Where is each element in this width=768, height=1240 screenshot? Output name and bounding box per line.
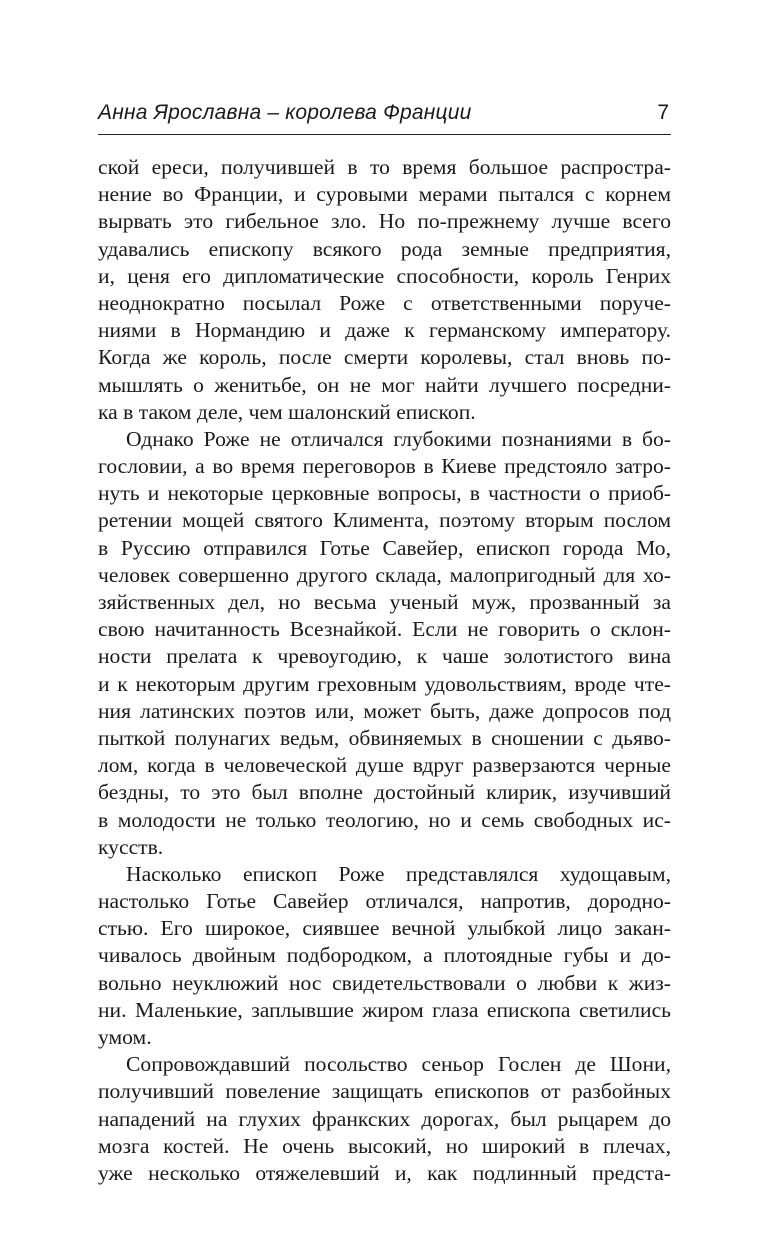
text-line: в Руссию отправился Готье Савейер, епископ города Мо, bbox=[98, 535, 671, 560]
text-line: уже несколько отяжелевший и, как подлинный предста- bbox=[98, 1160, 671, 1185]
text-line: ности прелата к чревоугодию, к чаше золотистого вина bbox=[98, 644, 671, 669]
text-line: умом. bbox=[98, 1025, 152, 1049]
paragraph bbox=[98, 1051, 671, 1187]
text-line: ни. Маленькие, заплывшие жиром глаза епископа светились bbox=[98, 997, 671, 1022]
text-line: ской ереси, получившей в то время большое распростра- bbox=[98, 155, 671, 179]
text-line: нуть и некоторые церковные вопросы, в частности о приоб- bbox=[98, 481, 671, 506]
book-page bbox=[98, 96, 671, 1187]
text-line: гословии, а во время переговоров в Киеве предстояло затро- bbox=[98, 454, 671, 479]
running-header bbox=[98, 96, 671, 135]
text-line: нападений на глухих франкских дорогах, был рыцарем до bbox=[98, 1106, 671, 1131]
text-line: удавались епископу всякого рода земные предприятия, bbox=[98, 236, 671, 261]
text-line: чивалось двойным подбородком, а плотоядные губы и до- bbox=[98, 943, 671, 968]
paragraph bbox=[98, 154, 671, 426]
text-line: кусств. bbox=[98, 834, 164, 859]
text-line: Насколько епископ Роже представлялся худощавым, bbox=[126, 861, 671, 886]
text-line: стью. Его широкое, сиявшее вечной улыбкой лицо закан- bbox=[98, 916, 671, 941]
body-text bbox=[98, 154, 671, 1187]
text-line: мышлять о женитьбе, он не мог найти лучшего посредни- bbox=[98, 372, 671, 397]
text-line: вырвать это гибельное зло. Но по-прежнему лучше всего bbox=[98, 209, 671, 234]
page-number: 7 bbox=[657, 101, 669, 124]
text-line: в молодости не только теологию, но и семь свободных ис- bbox=[98, 807, 671, 832]
text-line: вольно неуклюжий нос свидетельствовали о любви к жиз- bbox=[98, 970, 671, 995]
text-line: и к некоторым другим греховным удовольствиям, вроде чте- bbox=[98, 671, 671, 696]
text-line: свою начитанность Всезнайкой. Если не говорить о склон- bbox=[98, 617, 671, 642]
text-line: ния латинских поэтов или, может быть, даже допросов под bbox=[98, 698, 671, 723]
text-line: мозга костей. Не очень высокий, но широкий в плечах, bbox=[98, 1133, 671, 1158]
text-line: Когда же король, после смерти королевы, стал вновь по- bbox=[98, 345, 671, 370]
text-line: настолько Готье Савейер отличался, напротив, дородно- bbox=[98, 889, 671, 914]
text-line: ретении мощей святого Климента, поэтому вторым послом bbox=[98, 508, 671, 533]
text-line: нение во Франции, и суровыми мерами пытался с корнем bbox=[98, 182, 671, 207]
text-line: и, ценя его дипломатические способности, король Генрих bbox=[98, 263, 671, 288]
text-line: бездны, то это был вполне достойный клирик, изучивший bbox=[98, 780, 671, 805]
paragraph bbox=[98, 861, 671, 1051]
text-line: Однако Роже не отличался глубокими познаниями в бо- bbox=[126, 426, 671, 451]
text-line: зяйственных дел, но весьма ученый муж, прозванный за bbox=[98, 590, 671, 614]
running-title: Анна Ярославна – королева Франции bbox=[98, 101, 472, 124]
text-line: неоднократно посылал Роже с ответственными поруче- bbox=[98, 290, 671, 315]
text-line: ка в таком деле, чем шалонский епископ. bbox=[98, 399, 476, 424]
paragraph bbox=[98, 426, 671, 861]
text-line: лом, когда в человеческой душе вдруг разверзаются черные bbox=[98, 753, 671, 778]
text-line: пыткой полунагих ведьм, обвиняемых в сношении с дьяво- bbox=[98, 725, 671, 750]
text-line: человек совершенно другого склада, малопригодный для хо- bbox=[98, 562, 671, 587]
text-line: Сопровождавший посольство сеньор Гослен де Шони, bbox=[126, 1052, 671, 1077]
text-line: получивший повеление защищать епископов от разбойных bbox=[98, 1079, 671, 1104]
text-line: ниями в Нормандию и даже к германскому императору. bbox=[98, 318, 671, 343]
